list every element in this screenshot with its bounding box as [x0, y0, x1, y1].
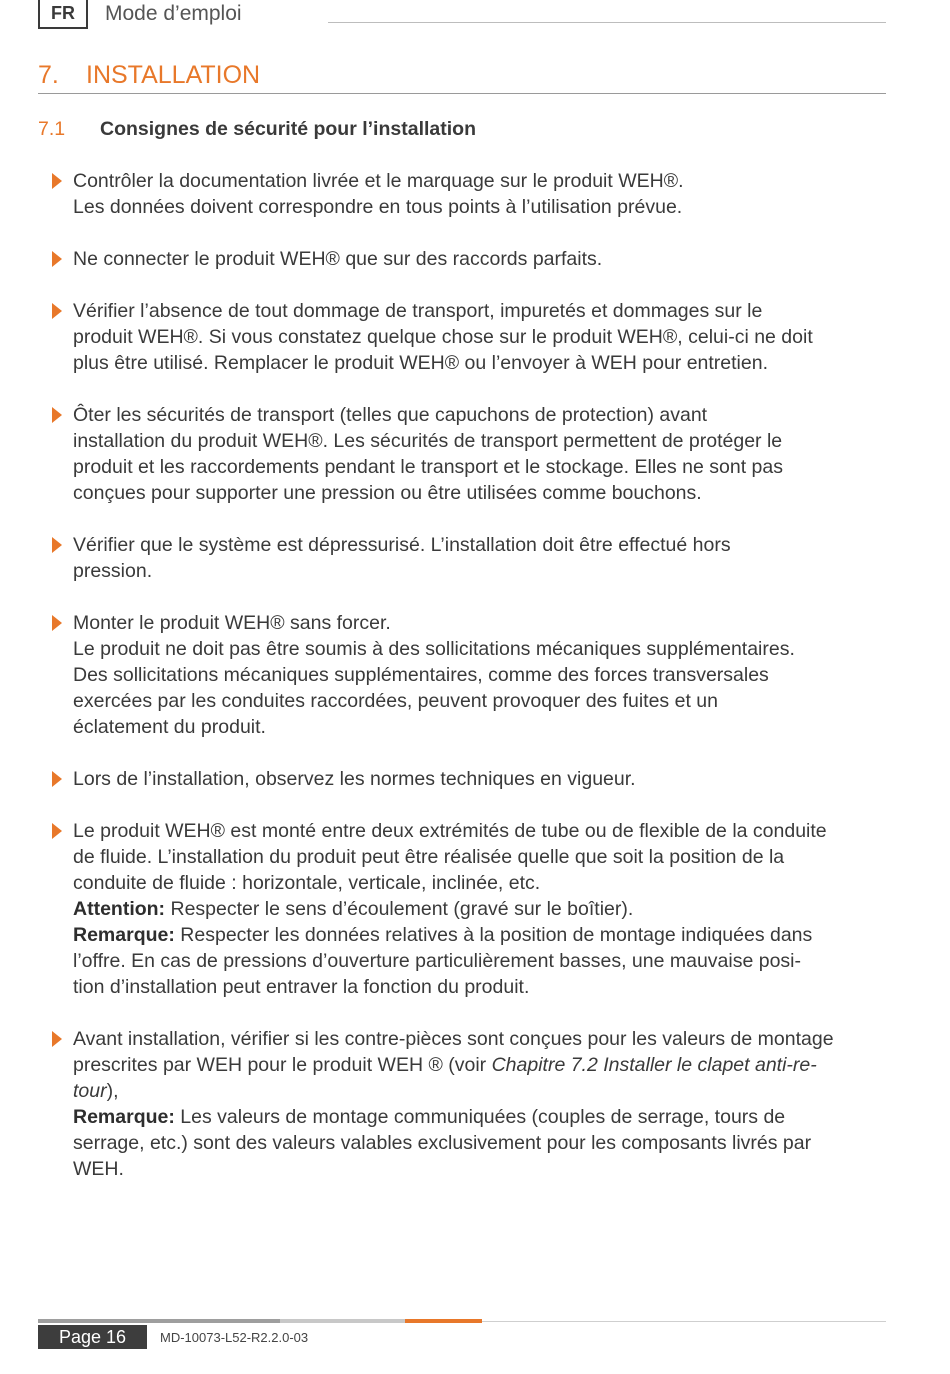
attention-text: Respecter le sens d’écoulement (gravé sur le boîtier).	[165, 898, 634, 920]
item-line: Ôter les sécurités de transport (telles que capuchons de protection) avant	[73, 404, 708, 426]
item-line: Vérifier l’absence de tout dommage de transport, impuretés et dommages sur le	[73, 300, 763, 322]
item-line: plus être utilisé. Remplacer le produit WEH® ou l’envoyer à WEH pour entretien.	[73, 352, 769, 374]
item-line: serrage, etc.) sont des valeurs valables exclusivement pour les composants livrés par	[73, 1132, 812, 1154]
footer-rule	[280, 1319, 405, 1323]
item-line	[73, 1078, 890, 1104]
item-line: l’offre. En cas de pressions d’ouverture particulièrement basses, une mauvaise posi-	[73, 950, 802, 972]
item-line: Contrôler la documentation livrée et le marquage sur le produit WEH®.	[73, 170, 684, 192]
page-number: Page 16	[38, 1325, 147, 1349]
list-item	[50, 168, 890, 220]
header-title: Mode d’emploi	[105, 2, 242, 25]
item-line: de fluide. L’installation du produit peut être réalisée quelle que soit la position de la	[73, 846, 785, 868]
remark-text: Les valeurs de montage communiquées (couples de serrage, tours de	[174, 1106, 786, 1128]
attention-line	[73, 896, 890, 922]
item-line: exercées par les conduites raccordées, peuvent provoquer des fuites et un	[73, 690, 718, 712]
bullet-arrow-icon	[52, 407, 62, 423]
chapter-reference: tour	[73, 1080, 107, 1102]
bullet-arrow-icon	[52, 1031, 62, 1047]
bullet-arrow-icon	[52, 537, 62, 553]
subsection-heading	[38, 116, 476, 142]
list-item	[50, 818, 890, 1000]
list-item	[50, 766, 890, 792]
chapter-reference: Chapitre 7.2 Installer le clapet anti-re-	[491, 1054, 817, 1076]
page-footer	[38, 1318, 886, 1350]
item-line: Avant installation, vérifier si les contre-pièces sont conçues pour les valeurs de montage	[73, 1028, 834, 1050]
remark-text: Respecter les données relatives à la position de montage indiquées dans	[174, 924, 813, 946]
item-line: produit WEH®. Si vous constatez quelque chose sur le produit WEH®, celui-ci ne doit	[73, 326, 813, 348]
section-number: 7.	[38, 61, 59, 89]
remark-label: Remarque:	[73, 924, 175, 946]
footer-rule-accent	[405, 1319, 482, 1323]
bullet-arrow-icon	[52, 771, 62, 787]
list-item	[50, 246, 890, 272]
item-line: conduite de fluide : horizontale, verticale, inclinée, etc.	[73, 872, 541, 894]
remark-label: Remarque:	[73, 1106, 175, 1128]
document-code: MD-10073-L52-R2.2.0-03	[160, 1330, 309, 1345]
list-item	[50, 1026, 890, 1182]
attention-label: Attention:	[73, 898, 166, 920]
bullet-arrow-icon	[52, 615, 62, 631]
list-item	[50, 298, 890, 376]
item-line: conçues pour supporter une pression ou être utilisées comme bouchons.	[73, 482, 702, 504]
page-header	[38, 0, 886, 32]
item-line: Le produit ne doit pas être soumis à des sollicitations mécaniques supplémentaires.	[73, 638, 795, 660]
item-line: Les données doivent correspondre en tous points à l’utilisation prévue.	[73, 196, 683, 218]
header-rule	[328, 22, 886, 23]
bullet-arrow-icon	[52, 173, 62, 189]
item-line: Ne connecter le produit WEH® que sur des raccords parfaits.	[73, 248, 603, 270]
item-line: tion d’installation peut entraver la fonction du produit.	[73, 976, 530, 998]
item-line: installation du produit WEH®. Les sécurités de transport permettent de protéger le	[73, 430, 783, 452]
list-item	[50, 532, 890, 584]
footer-rule	[38, 1319, 280, 1323]
language-badge: FR	[38, 0, 88, 29]
subsection-number: 7.1	[38, 118, 66, 140]
remark-line	[73, 1104, 890, 1130]
item-line: WEH.	[73, 1158, 124, 1180]
item-line: produit et les raccordements pendant le transport et le stockage. Elles ne sont pas	[73, 456, 783, 478]
item-line: pression.	[73, 560, 153, 582]
bullet-arrow-icon	[52, 823, 62, 839]
section-heading	[38, 58, 886, 94]
safety-instructions-list	[50, 168, 890, 1208]
subsection-title: Consignes de sécurité pour l’installation	[100, 118, 476, 140]
item-text: ),	[106, 1080, 119, 1102]
item-text: prescrites par WEH pour le produit WEH ® (voir	[73, 1054, 492, 1076]
item-line: Des sollicitations mécaniques supplémentaires, comme des forces transversales	[73, 664, 769, 686]
item-line: Lors de l’installation, observez les normes techniques en vigueur.	[73, 768, 636, 790]
list-item	[50, 402, 890, 506]
section-title: INSTALLATION	[86, 61, 261, 89]
item-line: éclatement du produit.	[73, 716, 266, 738]
item-line: Monter le produit WEH® sans forcer.	[73, 612, 391, 634]
remark-line	[73, 922, 890, 948]
item-line: Vérifier que le système est dépressurisé. L’installation doit être effectué hors	[73, 534, 731, 556]
footer-rule	[482, 1321, 886, 1322]
bullet-arrow-icon	[52, 251, 62, 267]
item-line	[73, 1052, 890, 1078]
bullet-arrow-icon	[52, 303, 62, 319]
item-line: Le produit WEH® est monté entre deux extrémités de tube ou de flexible de la conduite	[73, 820, 827, 842]
list-item	[50, 610, 890, 740]
